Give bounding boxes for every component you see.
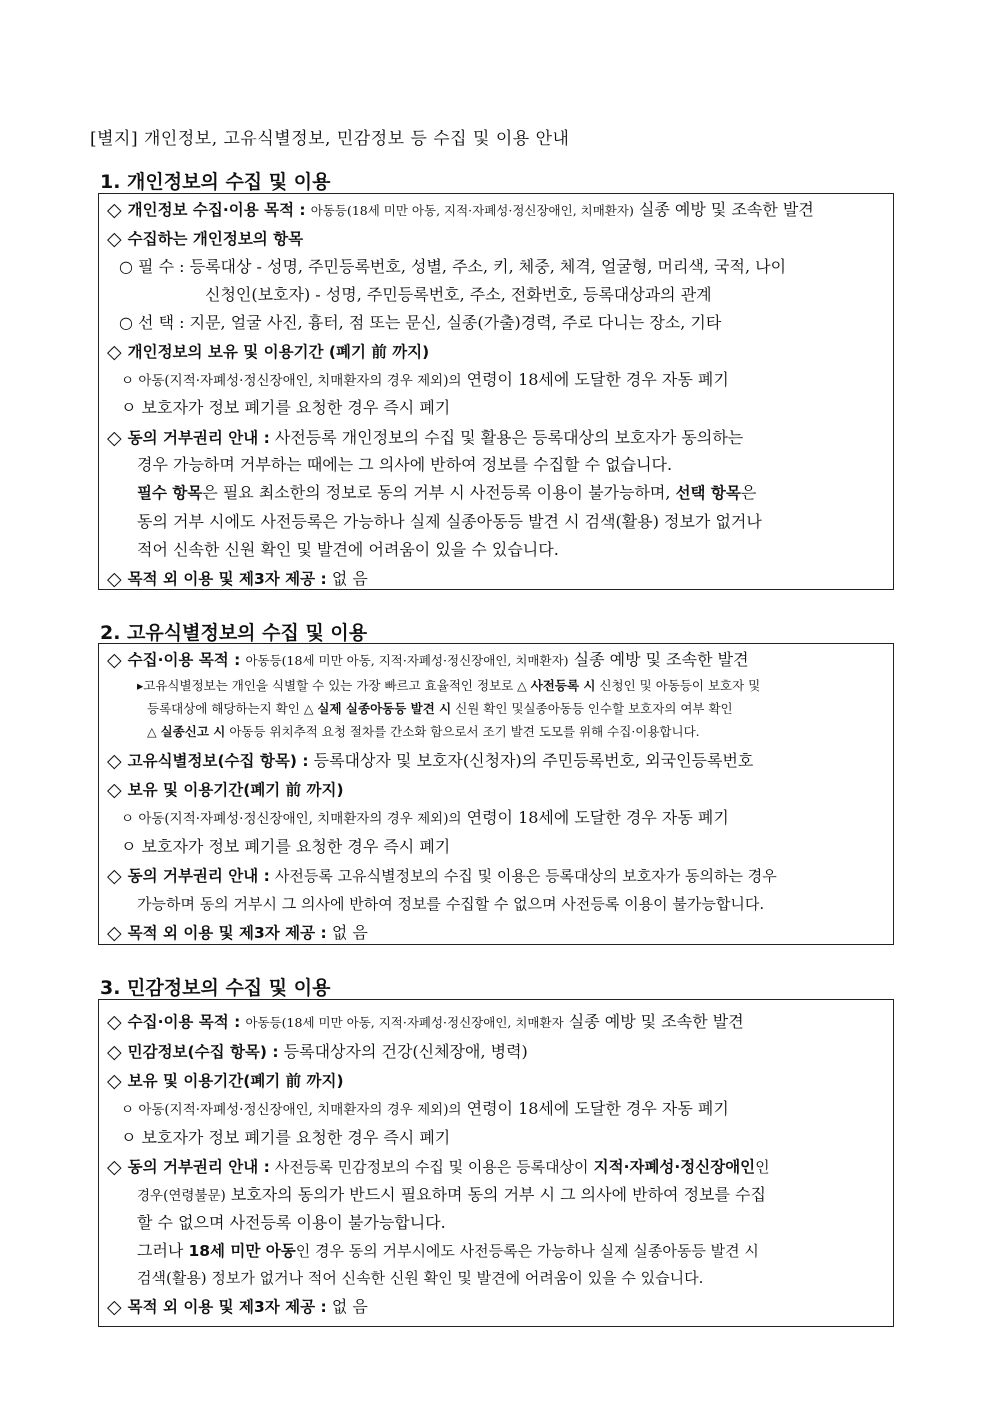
s2-period-line2: ㅇ 보호자가 정보 폐기를 요청한 경우 즉시 폐기 [121,837,451,856]
section3-title: 3. 민감정보의 수집 및 이용 [100,977,331,999]
s1-refuse-line2: 경우 가능하며 거부하는 때에는 그 의사에 반하여 정보를 수집할 수 없습니다. [137,455,673,474]
section1-box [98,193,894,590]
diamond-bullet-icon: ◇ [107,199,122,221]
s1-refuse-line4: 동의 거부 시에도 사전등록은 가능하나 실제 실종아동등 발견 시 검색(활용) 정보가 없거나 [137,512,762,531]
diamond-bullet-icon: ◇ [107,750,122,772]
s2-third-party-row: ◇ 목적 외 이용 및 제3자 제공 : 없 음 [107,922,368,944]
diamond-bullet-icon: ◇ [107,865,122,887]
s3-refuse-line2: 경우(연령불문) 보호자의 동의가 반드시 필요하며 동의 거부 시 그 의사에 반하여 정보를 수집 [137,1185,766,1204]
s3-period-line2: ㅇ 보호자가 정보 폐기를 요청한 경우 즉시 폐기 [121,1128,451,1147]
s3-refuse-line5: 검색(활용) 정보가 없거나 적어 신속한 신원 확인 및 발견에 어려움이 있을 수 있습니다. [137,1269,704,1287]
s1-third-party-row: ◇ 목적 외 이용 및 제3자 제공 : 없 음 [107,568,368,590]
s1-required-line1: ○ 필 수 : 등록대상 - 성명, 주민등록번호, 성별, 주소, 키, 체중, 체격, 얼굴형, 머리색, 국적, 나이 [119,257,787,276]
diamond-bullet-icon: ◇ [107,649,122,671]
diamond-bullet-icon: ◇ [107,1156,122,1178]
diamond-bullet-icon: ◇ [107,779,122,801]
s1-period-line1: ㅇ 아동(지적·자폐성·정신장애인, 치매환자의 경우 제외)의 연령이 18세에 도달한 경우 자동 폐기 [121,370,729,389]
s3-period-row: ◇ 보유 및 이용기간(폐기 前 까지) [107,1070,344,1092]
s2-note-line2: 등록대상에 해당하는지 확인 △ 실제 실종아동등 발견 시 신원 확인 및실종아동등 인수할 보호자의 여부 확인 [147,701,733,716]
s2-note-line3: △ 실종신고 시 아동등 위치추적 요청 절차를 간소화 함으로서 조기 발견 도모를 위해 수집·이용합니다. [147,724,700,739]
s2-refuse-line2: 가능하며 동의 거부시 그 의사에 반하여 정보를 수집할 수 없으며 사전등록 이용이 불가능합니다. [137,895,765,913]
s3-third-party-row: ◇ 목적 외 이용 및 제3자 제공 : 없 음 [107,1296,368,1318]
s2-period-row: ◇ 보유 및 이용기간(폐기 前 까지) [107,779,344,801]
s3-items-row: ◇ 민감정보(수집 항목) : 등록대상자의 건강(신체장애, 병력) [107,1041,528,1063]
s3-refuse-line4: 그러나 18세 미만 아동인 경우 동의 거부시에도 사전등록은 가능하나 실제 실종아동등 발견 시 [137,1241,759,1260]
s1-refuse-line3: 필수 항목은 필요 최소한의 정보로 동의 거부 시 사전등록 이용이 불가능하며, 선택 항목은 [137,483,757,502]
s3-refuse-row: ◇ 동의 거부권리 안내 : 사전등록 민감정보의 수집 및 이용은 등록대상이 지적·자폐성·정신장애인인 [107,1156,770,1178]
diamond-bullet-icon: ◇ [107,1011,122,1033]
diamond-bullet-icon: ◇ [107,341,122,363]
section2-box [98,643,894,945]
s1-purpose-row: ◇ 개인정보 수집·이용 목적 : 아동등(18세 미만 아동, 지적·자폐성·정신장애인, 치매환자) 실종 예방 및 조속한 발견 [107,199,814,221]
diamond-bullet-icon: ◇ [107,1041,122,1063]
s1-items-row: ◇ 수집하는 개인정보의 항목 [107,228,304,250]
diamond-bullet-icon: ◇ [107,228,122,250]
s1-period-row: ◇ 개인정보의 보유 및 이용기간 (폐기 前 까지) [107,341,430,363]
diamond-bullet-icon: ◇ [107,1296,122,1318]
section1-title: 1. 개인정보의 수집 및 이용 [100,171,331,193]
page-header: [별지] 개인정보, 고유식별정보, 민감정보 등 수집 및 이용 안내 [90,129,570,149]
s1-optional-line: ○ 선 택 : 지문, 얼굴 사진, 흉터, 점 또는 문신, 실종(가출)경력, 주로 다니는 장소, 기타 [119,313,722,332]
diamond-bullet-icon: ◇ [107,1070,122,1092]
s1-refuse-row: ◇ 동의 거부권리 안내 : 사전등록 개인정보의 수집 및 활용은 등록대상의 보호자가 동의하는 [107,427,744,449]
diamond-bullet-icon: ◇ [107,427,122,449]
s2-refuse-row: ◇ 동의 거부권리 안내 : 사전등록 고유식별정보의 수집 및 이용은 등록대상의 보호자가 동의하는 경우 [107,865,777,887]
s1-required-line2: 신청인(보호자) - 성명, 주민등록번호, 주소, 전화번호, 등록대상과의 관계 [205,285,712,304]
section2-title: 2. 고유식별정보의 수집 및 이용 [100,622,368,644]
diamond-bullet-icon: ◇ [107,922,122,944]
diamond-bullet-icon: ◇ [107,568,122,590]
s3-refuse-line3: 할 수 없으며 사전등록 이용이 불가능합니다. [137,1213,446,1232]
s1-period-line2: ㅇ 보호자가 정보 폐기를 요청한 경우 즉시 폐기 [121,398,451,417]
s2-items-row: ◇ 고유식별정보(수집 항목) : 등록대상자 및 보호자(신청자)의 주민등록번호, 외국인등록번호 [107,750,754,772]
s3-purpose-row: ◇ 수집·이용 목적 : 아동등(18세 미만 아동, 지적·자폐성·정신장애인, 치매환자 실종 예방 및 조속한 발견 [107,1011,744,1033]
s2-note-line1: ▸고유식별정보는 개인을 식별할 수 있는 가장 빠르고 효율적인 정보로 △ 사전등록 시 신청인 및 아동등이 보호자 및 [137,678,761,693]
s3-period-line1: ㅇ 아동(지적·자폐성·정신장애인, 치매환자의 경우 제외)의 연령이 18세에 도달한 경우 자동 폐기 [121,1099,729,1118]
s1-refuse-line5: 적어 신속한 신원 확인 및 발견에 어려움이 있을 수 있습니다. [137,540,559,559]
s2-purpose-row: ◇ 수집·이용 목적 : 아동등(18세 미만 아동, 지적·자폐성·정신장애인, 치매환자) 실종 예방 및 조속한 발견 [107,649,749,671]
s2-period-line1: ㅇ 아동(지적·자폐성·정신장애인, 치매환자의 경우 제외)의 연령이 18세에 도달한 경우 자동 폐기 [121,808,729,827]
section3-box [98,999,894,1327]
